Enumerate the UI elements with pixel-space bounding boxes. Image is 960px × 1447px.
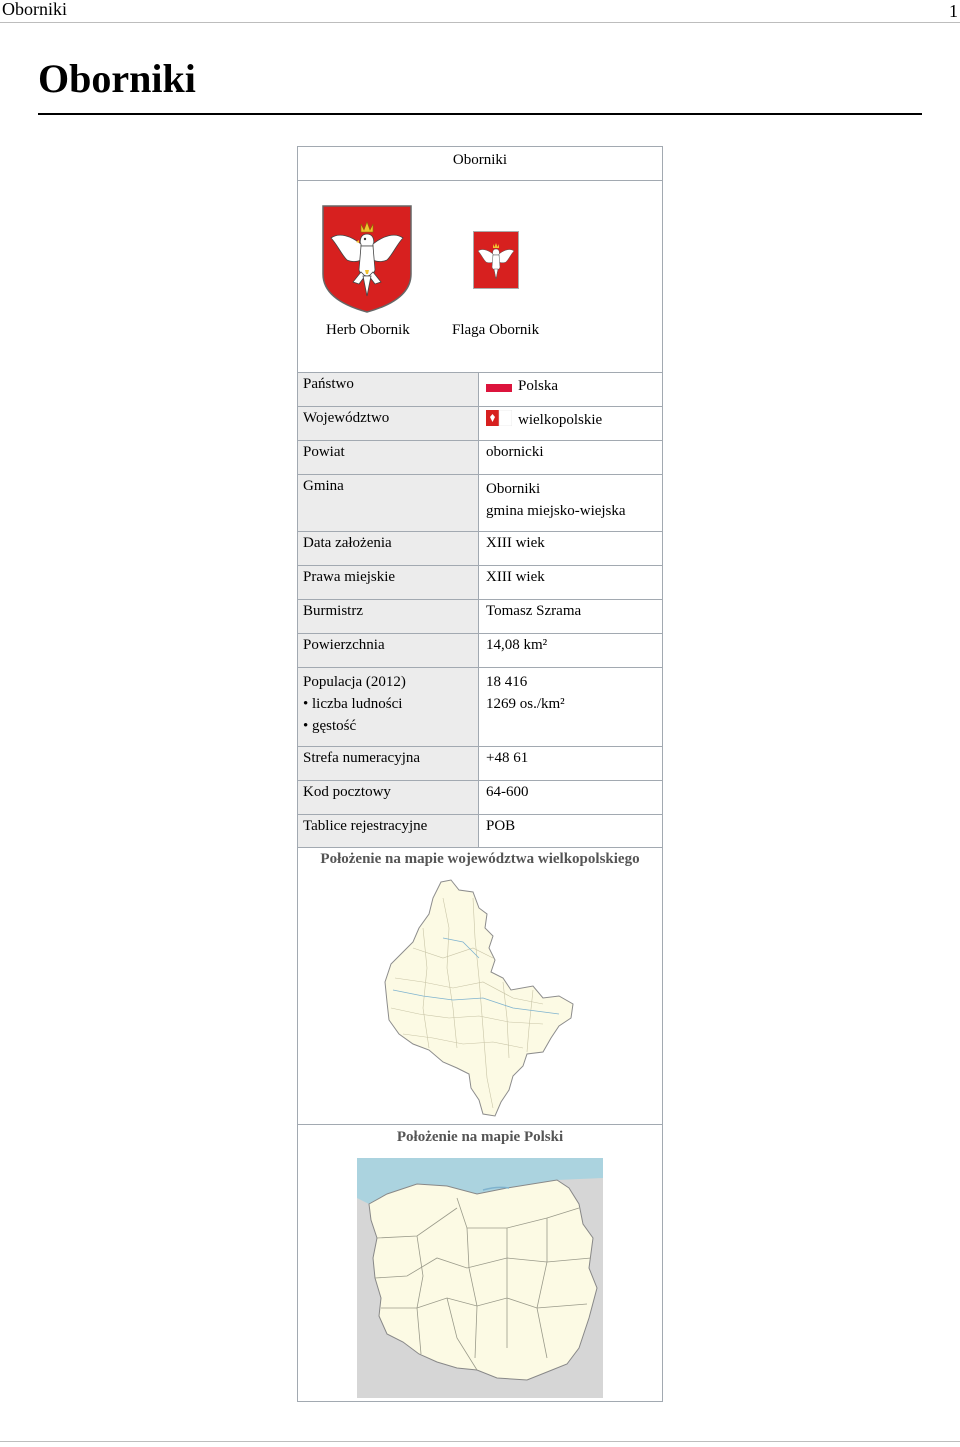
map-wielkopolska[interactable] <box>383 878 579 1120</box>
flag-image[interactable] <box>473 231 519 289</box>
row-powierzchnia <box>298 633 662 667</box>
map-wielkopolska-title: Położenie na mapie województwa wielkopolskiego <box>320 851 640 867</box>
row-label: Państwo <box>298 373 479 406</box>
row-data-zalozenia <box>298 531 662 565</box>
emblems <box>298 181 662 371</box>
row-value[interactable]: POB <box>486 818 516 834</box>
divider <box>298 1124 662 1125</box>
infobox-caption: Oborniki <box>298 147 662 181</box>
row-value[interactable]: Polska <box>518 378 559 394</box>
row-panstwo <box>298 372 662 406</box>
footer-divider <box>0 1441 960 1442</box>
row-label: Powiat <box>298 441 479 474</box>
row-value-secondary[interactable]: gmina miejsko-wiejska <box>486 503 626 519</box>
row-label: Tablice rejestracyjne <box>298 815 479 848</box>
infobox <box>297 146 663 1402</box>
page-number: 1 <box>949 1 958 21</box>
row-burmistrz <box>298 599 662 633</box>
row-value[interactable]: Oborniki <box>486 481 541 497</box>
row-strefa-numeracyjna <box>298 746 662 780</box>
row-kod-pocztowy <box>298 780 662 814</box>
divider <box>298 847 662 848</box>
row-label: Kod pocztowy <box>298 781 479 814</box>
row-value[interactable]: Tomasz Szrama <box>486 603 582 619</box>
row-value[interactable]: XIII wiek <box>486 535 545 551</box>
row-label: Burmistrz <box>298 600 479 633</box>
row-tablice-rejestracyjne <box>298 814 662 848</box>
coat-of-arms-label: Herb Obornik <box>326 322 410 338</box>
map-polska-title: Położenie na mapie Polski <box>396 1129 564 1145</box>
flag-label: Flaga Obornik <box>452 322 540 338</box>
row-powiat <box>298 440 662 474</box>
wielkopolskie-flag-icon <box>486 410 512 426</box>
page-header <box>0 0 960 23</box>
population-value: 18 416 <box>486 674 528 690</box>
row-sublabel-ludnosc: • liczba ludności <box>303 696 403 712</box>
row-sublabel-gestosc: • gęstość <box>303 718 357 734</box>
row-label: Województwo <box>298 407 479 440</box>
row-value: 14,08 km² <box>486 637 548 653</box>
row-prawa-miejskie <box>298 565 662 599</box>
row-value[interactable]: wielkopolskie <box>518 412 603 428</box>
row-label: Powierzchnia <box>298 634 479 667</box>
map-polska[interactable] <box>357 1158 603 1398</box>
row-gmina <box>298 474 662 531</box>
row-label: Populacja (2012) <box>303 674 406 690</box>
row-value[interactable]: +48 61 <box>486 750 529 766</box>
article-title: Oborniki <box>38 56 196 101</box>
row-label: Gmina <box>298 475 479 531</box>
title-divider <box>38 113 922 115</box>
coat-of-arms-image[interactable] <box>321 204 413 314</box>
poland-flag-icon <box>486 376 512 392</box>
row-wojewodztwo <box>298 406 662 440</box>
header-title: Oborniki <box>2 0 67 19</box>
row-label: Prawa miejskie <box>298 566 479 599</box>
row-value: 64-600 <box>486 784 529 800</box>
row-label: Strefa numeracyjna <box>298 747 479 780</box>
row-label: Data założenia <box>298 532 479 565</box>
density-value: 1269 os./km² <box>486 696 565 712</box>
row-populacja <box>298 667 662 746</box>
row-value[interactable]: obornicki <box>486 444 544 460</box>
row-value[interactable]: XIII wiek <box>486 569 545 585</box>
